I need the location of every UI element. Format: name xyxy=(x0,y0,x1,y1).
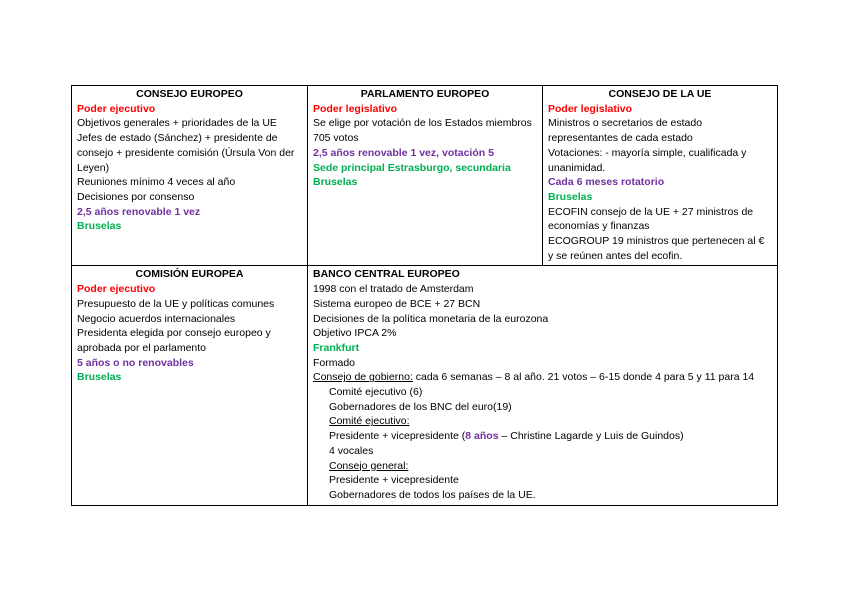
cell-title: BANCO CENTRAL EUROPEO xyxy=(313,268,460,281)
power-label: Poder legislativo xyxy=(313,102,398,115)
section-text: – Christine Lagarde y Luis de Guindos) xyxy=(498,430,684,443)
list-item: 4 vocales xyxy=(329,444,374,457)
text-line: ECOFIN consejo de la UE + 27 ministros de economías y finanzas xyxy=(548,205,754,233)
power-label: Poder ejecutivo xyxy=(77,283,156,296)
list-item: Gobernadores de todos los países de la UE. xyxy=(329,488,536,501)
parlamento-europeo-cell xyxy=(308,86,543,266)
text-line: Votaciones: - mayoría simple, cualificada y unanimidad. xyxy=(548,146,747,174)
text-line: Negocio acuerdos internacionales xyxy=(77,312,236,325)
cell-title: CONSEJO EUROPEO xyxy=(136,88,243,100)
text-line: Jefes de estado (Sánchez) + presidente de consejo + presidente comisión (Úrsula Von der Leyen) xyxy=(77,132,295,174)
seat-label: Bruselas xyxy=(548,190,593,203)
text-line: Objetivos generales + prioridades de la UE xyxy=(77,117,277,130)
text-line: Sistema europeo de BCE + 27 BCN xyxy=(313,297,481,310)
text-line: Presupuesto de la UE y políticas comunes xyxy=(77,297,275,310)
consejo-europeo-cell xyxy=(72,86,308,266)
text-line: Presidenta elegida por consejo europeo y aprobada por el parlamento xyxy=(77,327,271,354)
seat-label: Bruselas xyxy=(77,371,122,384)
term-label: 8 años xyxy=(465,430,499,443)
eu-institutions-table xyxy=(71,85,778,506)
consejo-ue-cell xyxy=(543,86,778,266)
list-item: Presidente + vicepresidente xyxy=(329,474,459,487)
consejo-gobierno-line xyxy=(313,370,772,385)
text-line: ECOGROUP 19 ministros que pertenecen al € y se reúnen antes del ecofin. xyxy=(548,235,765,262)
text-line: Objetivo IPCA 2% xyxy=(313,327,397,340)
comite-line xyxy=(313,429,772,444)
cell-title: PARLAMENTO EUROPEO xyxy=(360,88,490,100)
text-line: Decisiones de la política monetaria de la eurozona xyxy=(313,312,549,325)
text-line: Ministros o secretarios de estado representantes de cada estado xyxy=(548,117,703,145)
power-label: Poder ejecutivo xyxy=(77,102,156,115)
section-text: cada 6 semanas – 8 al año. 21 votos – 6-15 donde 4 para 5 y 11 para 14 xyxy=(412,371,755,384)
table-row xyxy=(72,86,778,266)
text-line: Reuniones mínimo 4 veces al año xyxy=(77,176,236,189)
table-row xyxy=(72,266,778,505)
seat-label: Sede principal Estrasburgo, secundaria Bruselas xyxy=(313,161,511,189)
term-label: 2,5 años renovable 1 vez xyxy=(77,205,201,218)
text-line: 1998 con el tratado de Amsterdam xyxy=(313,283,474,296)
comision-europea-cell xyxy=(72,266,308,505)
list-item: Comité ejecutivo (6) xyxy=(329,386,423,399)
section-label: Comité ejecutivo: xyxy=(329,415,410,428)
cell-title: COMISIÓN EUROPEA xyxy=(135,268,244,281)
text-line: Decisiones por consenso xyxy=(77,190,195,203)
text-line: Formado xyxy=(313,356,356,369)
term-label: 2,5 años renovable 1 vez, votación 5 xyxy=(313,146,494,159)
term-label: 5 años o no renovables xyxy=(77,356,194,369)
text-line: Se elige por votación de los Estados miembros 705 votos xyxy=(313,117,532,145)
section-label: Consejo de gobierno: xyxy=(313,371,413,384)
list-item: Gobernadores de los BNC del euro(19) xyxy=(329,400,512,413)
cell-title: CONSEJO DE LA UE xyxy=(608,88,712,100)
banco-central-cell xyxy=(308,266,778,505)
section-label: Consejo general: xyxy=(329,459,409,472)
city-label: Frankfurt xyxy=(313,341,360,354)
section-text: Presidente + vicepresidente ( xyxy=(329,430,466,443)
seat-label: Bruselas xyxy=(77,220,122,233)
power-label: Poder legislativo xyxy=(548,102,633,115)
term-label: Cada 6 meses rotatorio xyxy=(548,176,665,189)
